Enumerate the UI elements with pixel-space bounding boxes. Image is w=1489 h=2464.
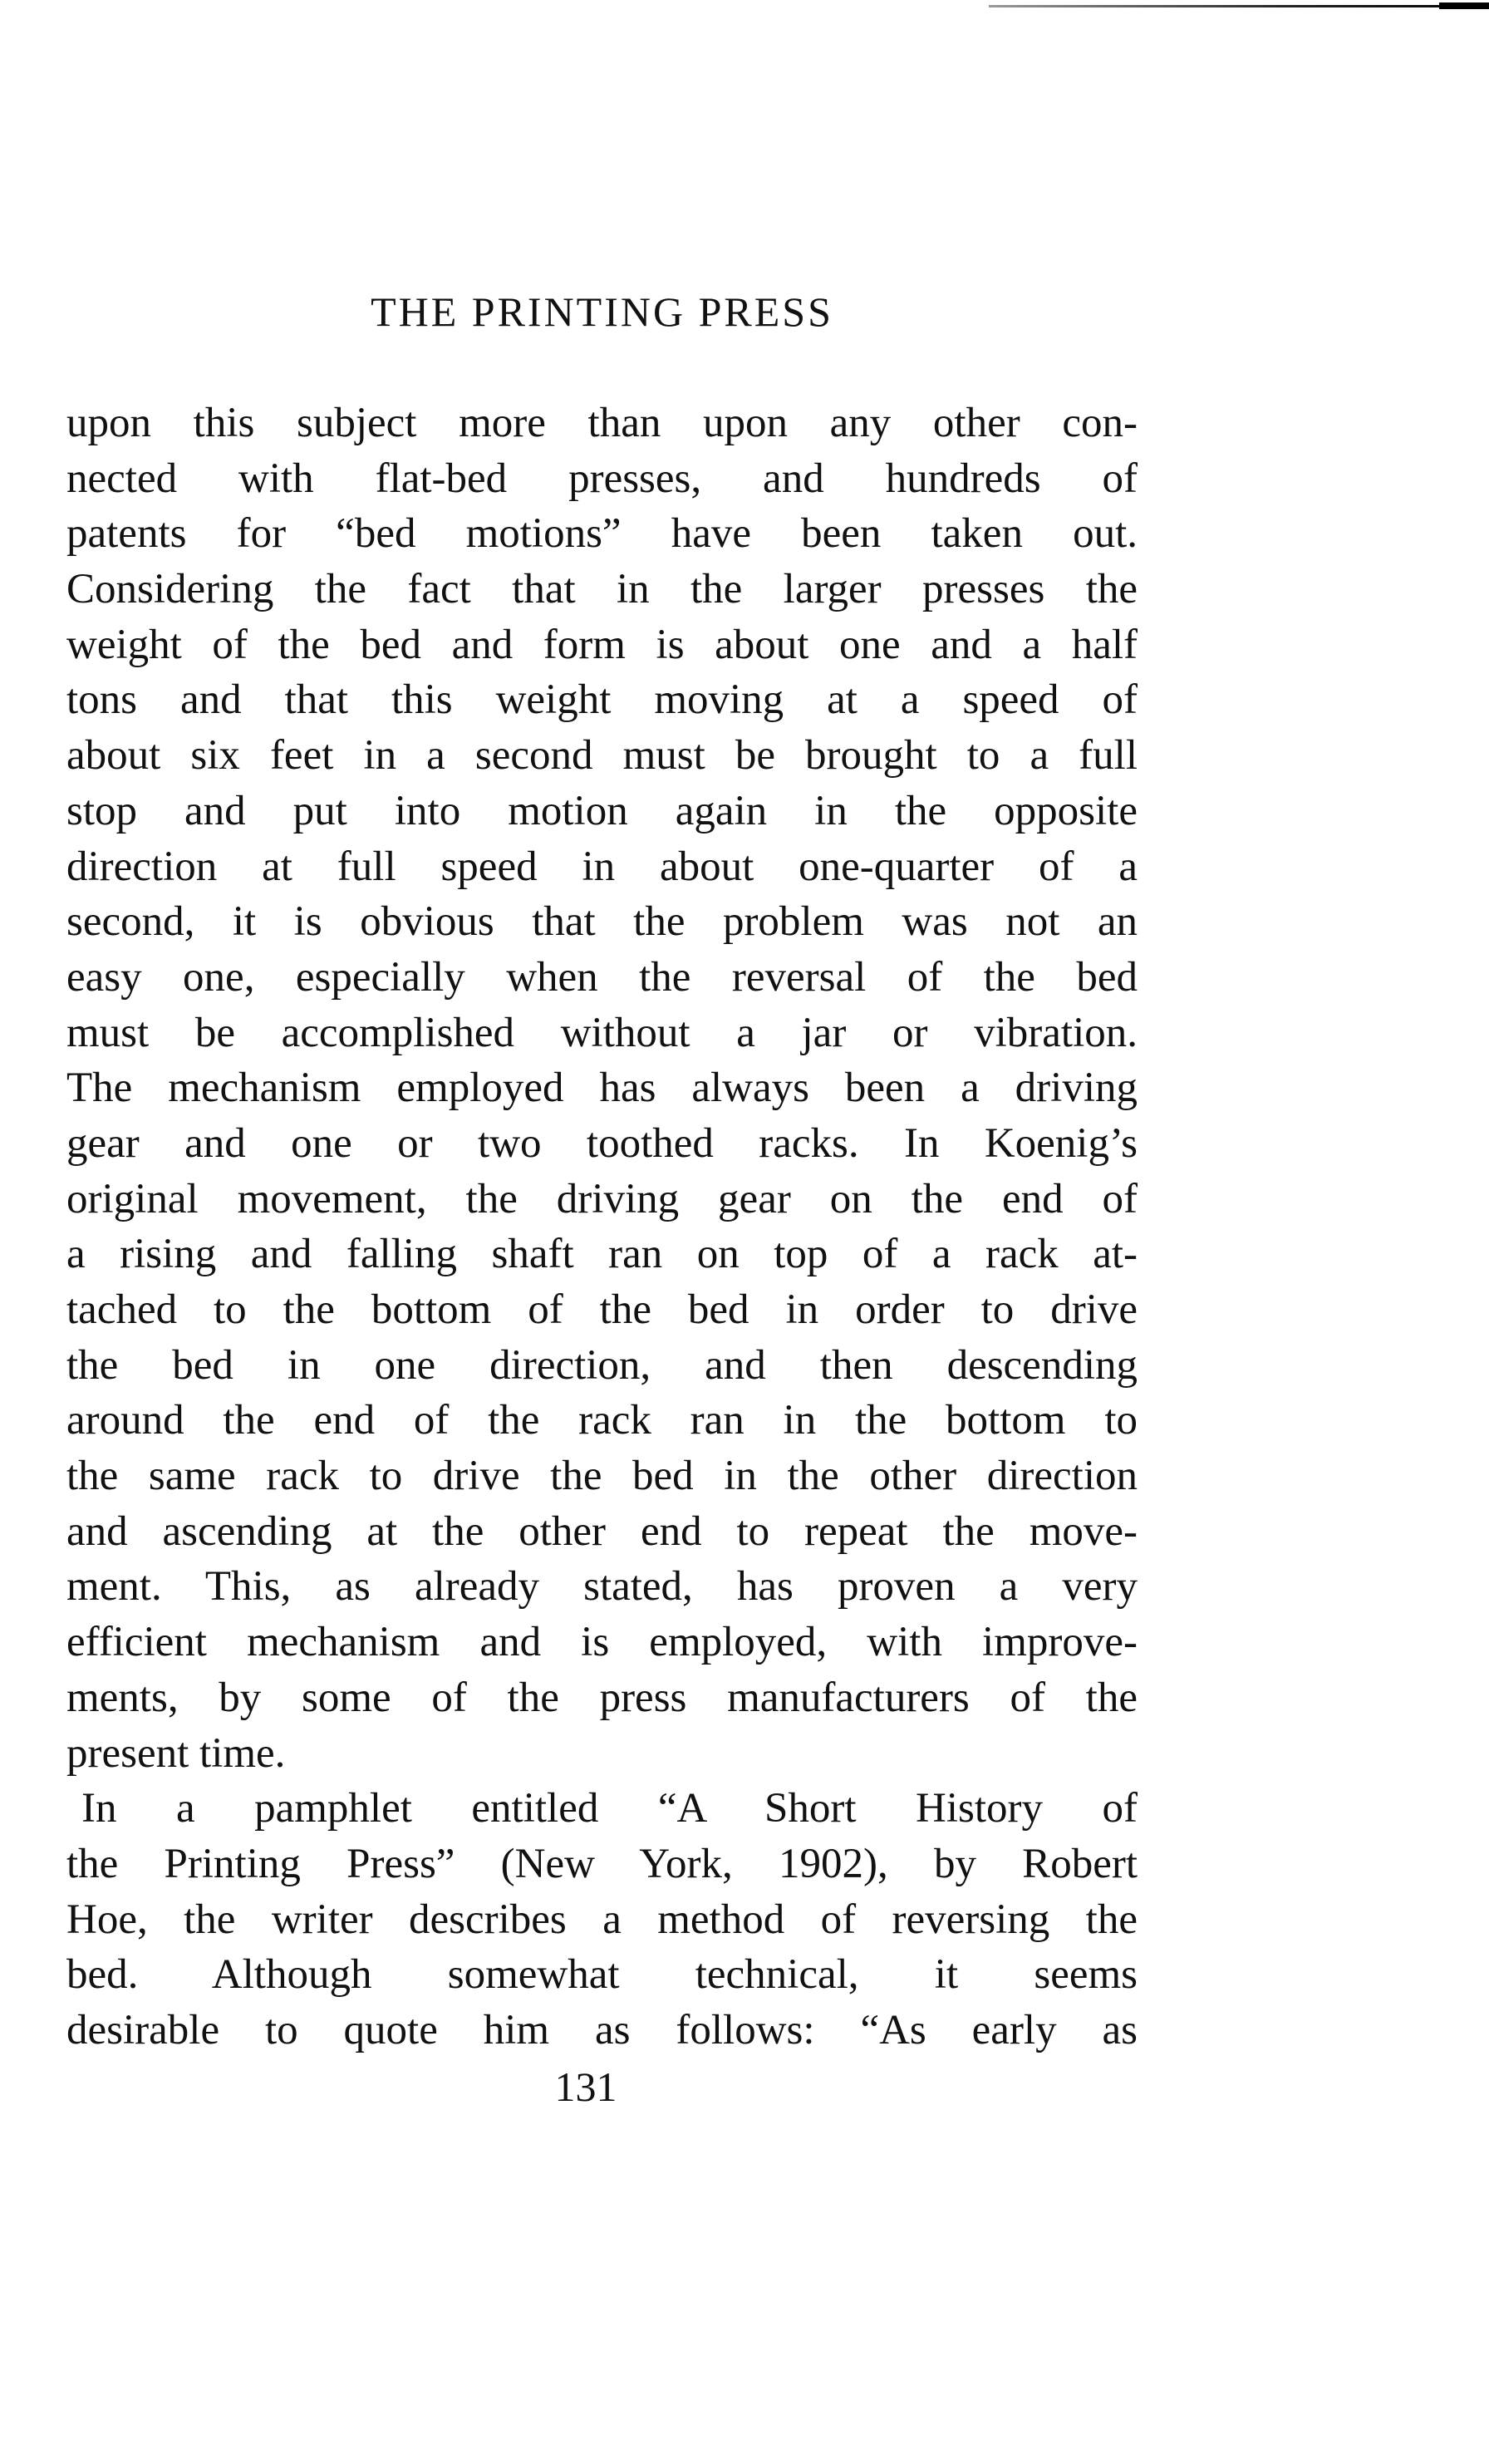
text-line: patents for “bed motions” have been taken out. bbox=[66, 510, 1138, 558]
text-line: Considering the fact that in the larger presses the bbox=[66, 566, 1138, 613]
text-line: the same rack to drive the bed in the other direction bbox=[66, 1453, 1138, 1500]
text-line: about six feet in a second must be brought to a full bbox=[66, 732, 1138, 780]
text-line: In a pamphlet entitled “A Short History of bbox=[81, 1785, 1138, 1832]
text-line: efficient mechanism and is employed, with improve- bbox=[66, 1619, 1138, 1666]
text-line: ment. This, as already stated, has proven a very bbox=[66, 1563, 1138, 1611]
text-line: a rising and falling shaft ran on top of a rack at- bbox=[66, 1231, 1138, 1278]
text-line: direction at full speed in about one-quarter of a bbox=[66, 843, 1138, 890]
text-line: stop and put into motion again in the opposite bbox=[66, 787, 1138, 834]
text-line: tached to the bottom of the bed in order to drive bbox=[66, 1286, 1138, 1333]
top-edge-rule bbox=[989, 5, 1489, 7]
text-line: tons and that this weight moving at a speed of bbox=[66, 676, 1138, 724]
text-line: The mechanism employed has always been a driving bbox=[66, 1065, 1138, 1112]
text-line: bed. Although somewhat technical, it seems bbox=[66, 1951, 1138, 1999]
text-line: the Printing Press” (New York, 1902), by Robert bbox=[66, 1840, 1138, 1887]
text-line: Hoe, the writer describes a method of reversing the bbox=[66, 1896, 1138, 1943]
text-line: weight of the bed and form is about one and a half bbox=[66, 621, 1138, 668]
text-line: and ascending at the other end to repeat the move- bbox=[66, 1507, 1138, 1555]
text-line: must be accomplished without a jar or vibration. bbox=[66, 1009, 1138, 1056]
text-line: second, it is obvious that the problem was not an bbox=[66, 898, 1138, 946]
text-line: gear and one or two toothed racks. In Koenig’s bbox=[66, 1119, 1138, 1167]
text-line: original movement, the driving gear on the end of bbox=[66, 1175, 1138, 1222]
text-line: around the end of the rack ran in the bottom to bbox=[66, 1397, 1138, 1444]
text-line: present time. bbox=[66, 1729, 286, 1777]
text-line: desirable to quote him as follows: “As early as bbox=[66, 2006, 1138, 2053]
running-header: THE PRINTING PRESS bbox=[371, 288, 833, 335]
page-number: 131 bbox=[554, 2063, 617, 2110]
text-line: the bed in one direction, and then descending bbox=[66, 1341, 1138, 1389]
text-line: upon this subject more than upon any other con- bbox=[66, 400, 1138, 446]
text-line: easy one, especially when the reversal of the bed bbox=[66, 953, 1138, 1001]
body-text bbox=[66, 396, 1138, 2058]
text-line: ments, by some of the press manufacturers of the bbox=[66, 1674, 1138, 1721]
text-line: nected with flat-bed presses, and hundreds of bbox=[66, 455, 1138, 502]
